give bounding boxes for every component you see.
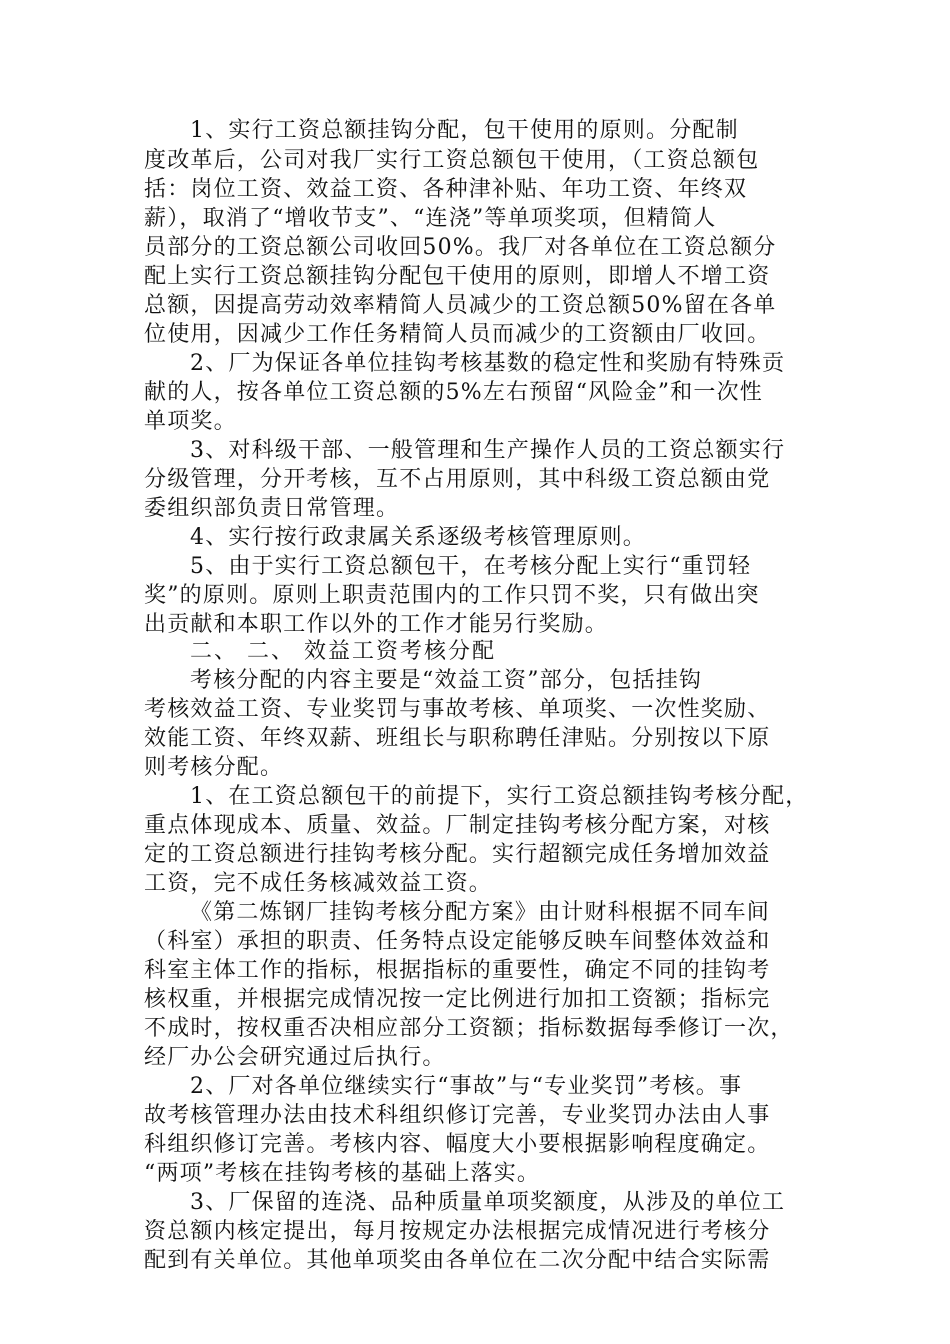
- paragraph-line: 分级管理，分开考核，互不占用原则，其中科级工资总额由党: [144, 467, 771, 492]
- paragraph-line: 考核效益工资、专业奖罚与事故考核、单项奖、一次性奖励、: [144, 697, 771, 722]
- paragraph-line: 则考核分配。: [144, 755, 284, 780]
- paragraph-line: 员部分的工资总额公司收回50%。我厂对各单位在工资总额分: [144, 235, 777, 260]
- paragraph-line: 4、实行按行政隶属关系逐级考核管理原则。: [190, 525, 646, 550]
- paragraph-line: （科室）承担的职责、任务特点设定能够反映车间整体效益和: [144, 929, 771, 954]
- paragraph-line: 1、实行工资总额挂钩分配，包干使用的原则。分配制: [190, 118, 739, 143]
- paragraph-line: 括：岗位工资、效益工资、各种津补贴、年功工资、年终双: [144, 177, 748, 202]
- paragraph-line: 资总额内核定提出，每月按规定办法根据完成情况进行考核分: [144, 1219, 771, 1244]
- paragraph-line: 出贡献和本职工作以外的工作才能另行奖励。: [144, 612, 609, 637]
- paragraph-line: 2、厂对各单位继续实行“事故”与“专业奖罚”考核。事: [190, 1074, 743, 1099]
- paragraph-line: 配到有关单位。其他单项奖由各单位在二次分配中结合实际需: [144, 1248, 771, 1273]
- paragraph-line: 配上实行工资总额挂钩分配包干使用的原则，即增人不增工资: [144, 264, 771, 289]
- paragraph-line: 总额，因提高劳动效率精简人员减少的工资总额50%留在各单: [144, 293, 777, 318]
- paragraph-line: 3、厂保留的连浇、品种质量单项奖额度，从涉及的单位工: [190, 1190, 786, 1215]
- paragraph-line: 不成时，按权重否决相应部分工资额；指标数据每季修订一次，: [144, 1016, 794, 1041]
- paragraph-line: 科组织修订完善。考核内容、幅度大小要根据影响程度确定。: [144, 1132, 771, 1157]
- paragraph-line: 经厂办公会研究通过后执行。: [144, 1045, 446, 1070]
- paragraph-line: 定的工资总额进行挂钩考核分配。实行超额完成任务增加效益: [144, 842, 771, 867]
- paragraph-line: 5、由于实行工资总额包干，在考核分配上实行“重罚轻: [190, 554, 752, 579]
- paragraph-line: 单项奖。: [144, 409, 237, 434]
- paragraph-line: 2、厂为保证各单位挂钩考核基数的稳定性和奖励有特殊贡: [190, 351, 786, 376]
- paragraph-line: 薪），取消了“增收节支”、“连浇”等单项奖项，但精简人: [144, 206, 717, 231]
- paragraph-line: 重点体现成本、质量、效益。厂制定挂钩考核分配方案，对核: [144, 813, 771, 838]
- paragraph-line: 工资，完不成任务核减效益工资。: [144, 871, 493, 896]
- paragraph-line: 效能工资、年终双薪、班组长与职称聘任津贴。分别按以下原: [144, 726, 771, 751]
- paragraph-line: 位使用，因减少工作任务精简人员而减少的工资额由厂收回。: [144, 322, 771, 347]
- paragraph-line: 考核分配的内容主要是“效益工资”部分，包括挂钩: [190, 668, 703, 693]
- paragraph-line: 委组织部负责日常管理。: [144, 496, 400, 521]
- paragraph-line: 故考核管理办法由技术科组织修订完善，专业奖罚办法由人事: [144, 1103, 771, 1128]
- paragraph-line: 3、对科级干部、一般管理和生产操作人员的工资总额实行: [190, 438, 786, 463]
- paragraph-line: 科室主体工作的指标，根据指标的重要性，确定不同的挂钩考: [144, 958, 771, 983]
- paragraph-line: 1、在工资总额包干的前提下，实行工资总额挂钩考核分配，: [190, 784, 809, 809]
- paragraph-line: 《第二炼钢厂挂钩考核分配方案》由计财科根据不同车间: [190, 900, 771, 925]
- paragraph-line: “两项”考核在挂钩考核的基础上落实。: [144, 1161, 541, 1186]
- paragraph-line: 核权重，并根据完成情况按一定比例进行加扣工资额；指标完: [144, 987, 771, 1012]
- paragraph-line: 奖”的原则。原则上职责范围内的工作只罚不奖，只有做出突: [144, 583, 760, 608]
- section-heading: 二、 二、 效益工资考核分配: [190, 639, 496, 664]
- paragraph-line: 度改革后，公司对我厂实行工资总额包干使用，（工资总额包: [144, 148, 760, 173]
- paragraph-line: 献的人，按各单位工资总额的5%左右预留“风险金”和一次性: [144, 380, 763, 405]
